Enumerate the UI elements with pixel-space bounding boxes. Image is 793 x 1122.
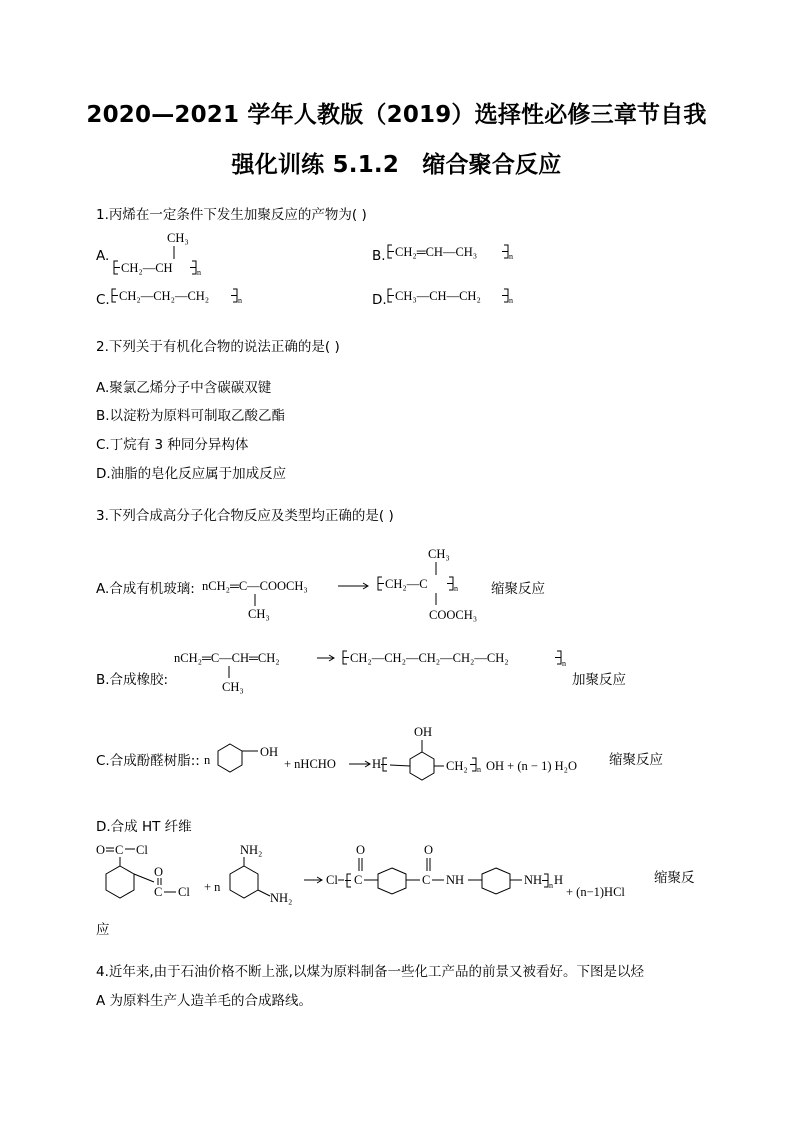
q1-option-b-formula xyxy=(386,240,526,264)
q3-option-c-type: 缩聚反应 xyxy=(609,752,663,768)
product-ring-1 xyxy=(378,868,406,894)
svg-text:OH + (n − 1) H₂O: OH + (n − 1) H₂O xyxy=(486,759,578,773)
q3-option-d-type-cont: 应 xyxy=(96,922,110,938)
svg-text:CH₂—CH₂—CH₂—CH₂—CH₂: CH₂—CH₂—CH₂—CH₂—CH₂ xyxy=(350,651,509,665)
q3-stem: 3.下列合成高分子化合物反应及类型均正确的是( ) xyxy=(96,508,394,524)
q3-option-d-type: 缩聚反 xyxy=(654,870,695,886)
q1-option-b-label: B. xyxy=(372,248,386,264)
svg-text:CH₃—CH—CH₂: CH₃—CH—CH₂ xyxy=(395,289,481,303)
q4-stem-line-2: A 为原料生产人造羊毛的合成路线。 xyxy=(96,993,313,1009)
svg-text:n: n xyxy=(204,753,211,767)
svg-text:n: n xyxy=(238,296,242,305)
svg-text:n: n xyxy=(509,252,513,261)
svg-text:O: O xyxy=(154,865,164,879)
svg-text:CH₂═CH—CH₃: CH₂═CH—CH₃ xyxy=(395,245,478,259)
q3-option-d-label: D.合成 HT 纤维 xyxy=(96,819,192,835)
svg-text:CH₂—C: CH₂—C xyxy=(385,577,428,591)
q3-option-b-equation xyxy=(174,648,574,700)
q2-option-b: B.以淀粉为原料可制取乙酸乙酯 xyxy=(96,408,286,424)
q3-option-d-equation xyxy=(94,838,694,910)
svg-text:H: H xyxy=(372,757,382,771)
svg-text:Cl: Cl xyxy=(326,873,338,887)
q1-option-c-formula xyxy=(110,284,250,308)
svg-text:C: C xyxy=(154,885,163,899)
svg-text:CH₃: CH₃ xyxy=(428,547,450,561)
svg-text:+ nHCHO: + nHCHO xyxy=(284,757,336,771)
q3-option-c-label: C.合成酚醛树脂:: xyxy=(96,753,200,769)
svg-text:Cl: Cl xyxy=(136,843,148,857)
svg-text:NH: NH xyxy=(524,873,543,887)
svg-text:CH₂: CH₂ xyxy=(446,759,468,773)
q3-option-b-type: 加聚反应 xyxy=(572,672,626,688)
svg-text:n: n xyxy=(454,584,458,593)
q3-option-a-label: A.合成有机玻璃: xyxy=(96,581,195,597)
svg-text:NH₂: NH₂ xyxy=(270,891,293,905)
svg-text:NH₂: NH₂ xyxy=(240,843,263,857)
q1-option-d-label: D. xyxy=(372,292,387,308)
q3-option-a-type: 缩聚反应 xyxy=(491,581,545,597)
svg-text:+ (n−1)HCl: + (n−1)HCl xyxy=(566,885,625,899)
q4-stem-line-1: 4.近年来,由于石油价格不断上涨,以煤为原料制备一些化工产品的前景又被看好。下图是以烃 xyxy=(96,964,644,980)
title-line-1: 2020—2021 学年人教版（2019）选择性必修三章节自我 xyxy=(86,102,707,128)
svg-text:C: C xyxy=(354,873,363,887)
product-ring-2 xyxy=(482,868,510,894)
svg-text:C: C xyxy=(115,843,124,857)
svg-text:OH: OH xyxy=(260,745,279,759)
svg-text:n: n xyxy=(549,881,553,890)
svg-text:Cl: Cl xyxy=(178,885,190,899)
svg-text:n: n xyxy=(562,659,566,668)
svg-text:n: n xyxy=(477,765,481,774)
svg-text:nCH₂═C—COOCH₃: nCH₂═C—COOCH₃ xyxy=(202,579,308,593)
q1-a-chain: CH₂—CH xyxy=(121,261,173,275)
svg-text:O: O xyxy=(424,843,434,857)
svg-text:n: n xyxy=(197,268,201,277)
svg-text:O: O xyxy=(96,843,106,857)
svg-text:+ n: + n xyxy=(204,880,221,894)
q2-option-a: A.聚氯乙烯分子中含碳碳双键 xyxy=(96,380,272,396)
svg-text:n: n xyxy=(509,296,513,305)
q2-stem: 2.下列关于有机化合物的说法正确的是( ) xyxy=(96,339,340,355)
q1-a-methyl: CH₃ xyxy=(167,231,189,245)
phenol-ring xyxy=(218,744,242,772)
q1-option-c-label: C. xyxy=(96,292,110,308)
svg-text:CH₂—CH₂—CH₂: CH₂—CH₂—CH₂ xyxy=(119,289,210,303)
q1-option-a-label: A. xyxy=(96,248,110,264)
svg-text:H: H xyxy=(554,873,564,887)
svg-text:COOCH₃: COOCH₃ xyxy=(429,608,478,622)
q2-option-d: D.油脂的皂化反应属于加成反应 xyxy=(96,466,287,482)
q3-option-c-equation xyxy=(204,722,624,784)
title-line-2: 强化训练 5.1.2 缩合聚合反应 xyxy=(231,152,562,178)
svg-text:NH: NH xyxy=(446,873,465,887)
q1-option-d-formula xyxy=(386,284,526,308)
q2-option-c: C.丁烷有 3 种同分异构体 xyxy=(96,437,249,453)
svg-text:CH₃: CH₃ xyxy=(248,607,270,621)
svg-text:CH₃: CH₃ xyxy=(222,680,244,694)
svg-text:O: O xyxy=(356,843,366,857)
q1-option-a-formula xyxy=(112,228,212,280)
svg-text:C: C xyxy=(422,873,431,887)
acyl-chloride-ring xyxy=(106,866,134,898)
svg-text:OH: OH xyxy=(414,725,433,739)
svg-text:nCH₂═C—CH═CH₂: nCH₂═C—CH═CH₂ xyxy=(174,651,280,665)
q3-option-b-label: B.合成橡胶: xyxy=(96,672,169,688)
diamine-ring xyxy=(230,866,258,898)
q1-stem: 1.丙烯在一定条件下发生加聚反应的产物为( ) xyxy=(96,207,367,223)
phenol-resin-ring xyxy=(410,752,434,780)
